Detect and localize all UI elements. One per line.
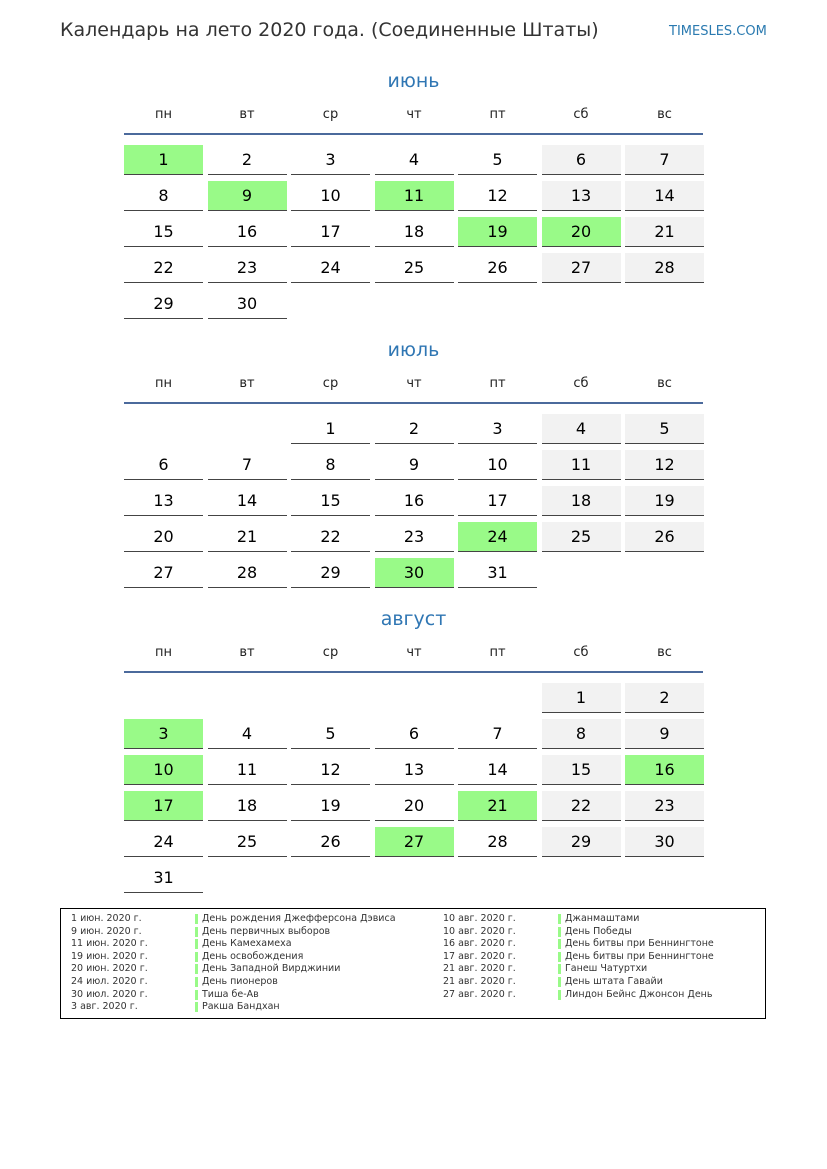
legend-holiday-name: [558, 963, 647, 974]
legend-holiday-text: День рождения Джефферсона Дэвиса: [202, 913, 396, 924]
day-cell: 1: [542, 683, 621, 713]
day-cell: 3: [291, 145, 370, 175]
day-cell: 4: [542, 414, 621, 444]
holiday-day-cell: 24: [458, 522, 537, 552]
weekday-label: пт: [489, 107, 506, 122]
day-cell: 10: [291, 181, 370, 211]
day-cell: 3: [458, 414, 537, 444]
legend-date: 9 июн. 2020 г.: [71, 925, 142, 937]
day-cell: 8: [124, 181, 203, 211]
legend-holiday-text: День пионеров: [202, 976, 278, 987]
day-cell: 31: [124, 863, 203, 893]
holiday-day-cell: 1: [124, 145, 203, 175]
day-cell: 13: [542, 181, 621, 211]
weekday-label: вс: [657, 645, 672, 660]
weekday-label: чт: [406, 107, 422, 122]
legend-date: 24 июл. 2020 г.: [71, 976, 148, 987]
day-cell: 5: [458, 145, 537, 175]
day-cell: 28: [208, 558, 287, 588]
legend-holiday-name: [558, 976, 663, 987]
day-cell: 9: [375, 450, 454, 480]
day-cell: 14: [208, 486, 287, 516]
day-cell: 6: [542, 145, 621, 175]
legend-date: 19 июн. 2020 г.: [71, 950, 148, 962]
weekday-label: чт: [406, 645, 422, 660]
day-cell: 22: [291, 522, 370, 552]
holiday-marker: [195, 952, 198, 962]
legend-date: 11 июн. 2020 г.: [71, 938, 148, 950]
weekday-label: ср: [322, 107, 339, 122]
month-title: август: [380, 608, 447, 630]
weekday-label: пн: [155, 376, 172, 391]
holiday-day-cell: 3: [124, 719, 203, 749]
weekday-label: вс: [657, 376, 672, 391]
month-divider: [124, 671, 703, 673]
day-cell: 23: [375, 522, 454, 552]
month-divider: [124, 402, 703, 404]
day-cell: 11: [208, 755, 287, 785]
holiday-day-cell: 16: [625, 755, 704, 785]
holiday-day-cell: 17: [124, 791, 203, 821]
legend-holiday-text: Джанмаштами: [565, 913, 640, 924]
day-cell: 28: [458, 827, 537, 857]
weekday-label: пн: [155, 645, 172, 660]
day-cell: 30: [625, 827, 704, 857]
month-title: июль: [387, 339, 440, 361]
legend-holiday-text: Ракша Бандхан: [202, 1001, 280, 1013]
day-cell: 27: [542, 253, 621, 283]
weekday-label: сб: [573, 645, 589, 660]
weekday-label: вс: [657, 107, 672, 122]
holiday-marker: [558, 914, 561, 924]
legend-holiday-name: [558, 951, 714, 962]
weekday-label: сб: [573, 107, 589, 122]
day-cell: 14: [458, 755, 537, 785]
weekday-label: ср: [322, 376, 339, 391]
legend-holiday-name: [195, 1001, 280, 1012]
day-cell: 23: [625, 791, 704, 821]
day-cell: 24: [291, 253, 370, 283]
legend-holiday-text: День битвы при Беннингтоне: [565, 950, 714, 962]
day-cell: 27: [124, 558, 203, 588]
holiday-legend: [60, 908, 766, 1019]
day-cell: 13: [375, 755, 454, 785]
day-cell: 15: [291, 486, 370, 516]
day-cell: 19: [291, 791, 370, 821]
day-cell: 28: [625, 253, 704, 283]
day-cell: 15: [542, 755, 621, 785]
holiday-marker: [558, 927, 561, 937]
holiday-marker: [195, 927, 198, 937]
day-cell: 29: [542, 827, 621, 857]
weekday-label: пт: [489, 376, 506, 391]
day-cell: 2: [375, 414, 454, 444]
weekday-label: вт: [239, 376, 255, 391]
day-cell: 16: [375, 486, 454, 516]
day-cell: 31: [458, 558, 537, 588]
legend-holiday-name: [195, 989, 259, 1000]
day-cell: 4: [375, 145, 454, 175]
holiday-marker: [195, 914, 198, 924]
weekday-label: вт: [239, 107, 255, 122]
month-1: [124, 70, 703, 330]
day-cell: 7: [208, 450, 287, 480]
holiday-marker: [195, 1002, 198, 1012]
day-cell: 26: [291, 827, 370, 857]
legend-holiday-text: День Победы: [565, 925, 632, 937]
day-cell: 20: [375, 791, 454, 821]
day-cell: 18: [542, 486, 621, 516]
legend-holiday-name: [558, 913, 639, 924]
holiday-day-cell: 10: [124, 755, 203, 785]
site-link[interactable]: TIMESLES.COM: [669, 24, 767, 39]
weekday-label: пт: [489, 645, 506, 660]
day-cell: 22: [124, 253, 203, 283]
day-cell: 12: [458, 181, 537, 211]
day-cell: 8: [542, 719, 621, 749]
month-divider: [124, 133, 703, 135]
holiday-day-cell: 21: [458, 791, 537, 821]
legend-date: 17 авг. 2020 г.: [443, 950, 516, 962]
day-cell: 26: [625, 522, 704, 552]
holiday-marker: [195, 939, 198, 949]
day-cell: 17: [458, 486, 537, 516]
page-title: Календарь на лето 2020 года. (Соединенные Штаты): [60, 19, 599, 41]
legend-date: 21 авг. 2020 г.: [443, 976, 516, 987]
legend-date: 10 авг. 2020 г.: [443, 925, 516, 937]
legend-holiday-text: День Западной Вирджинии: [202, 963, 341, 975]
legend-holiday-text: Тиша бе-Ав: [202, 988, 259, 1000]
legend-date: 21 авг. 2020 г.: [443, 963, 516, 975]
holiday-marker: [195, 990, 198, 1000]
month-2: [124, 339, 703, 599]
day-cell: 25: [542, 522, 621, 552]
day-cell: 25: [375, 253, 454, 283]
day-cell: 9: [625, 719, 704, 749]
holiday-marker: [558, 977, 561, 987]
weekday-label: сб: [573, 376, 589, 391]
holiday-day-cell: 9: [208, 181, 287, 211]
legend-holiday-text: День первичных выборов: [202, 925, 331, 937]
day-cell: 22: [542, 791, 621, 821]
day-cell: 12: [625, 450, 704, 480]
day-cell: 7: [458, 719, 537, 749]
holiday-day-cell: 20: [542, 217, 621, 247]
day-cell: 29: [124, 289, 203, 319]
day-cell: 10: [458, 450, 537, 480]
legend-date: 20 июн. 2020 г.: [71, 963, 148, 975]
day-cell: 30: [208, 289, 287, 319]
legend-holiday-text: День штата Гавайи: [565, 976, 663, 987]
holiday-day-cell: 27: [375, 827, 454, 857]
day-cell: 7: [625, 145, 704, 175]
legend-date: 30 июл. 2020 г.: [71, 988, 148, 1000]
day-cell: 6: [375, 719, 454, 749]
legend-holiday-name: [195, 926, 330, 937]
holiday-marker: [195, 964, 198, 974]
legend-date: 10 авг. 2020 г.: [443, 913, 516, 924]
day-cell: 25: [208, 827, 287, 857]
legend-holiday-name: [558, 989, 712, 1000]
holiday-marker: [558, 939, 561, 949]
day-cell: 8: [291, 450, 370, 480]
legend-holiday-name: [195, 963, 340, 974]
day-cell: 16: [208, 217, 287, 247]
legend-holiday-text: День битвы при Беннингтоне: [565, 938, 714, 950]
day-cell: 1: [291, 414, 370, 444]
day-cell: 5: [625, 414, 704, 444]
day-cell: 5: [291, 719, 370, 749]
day-cell: 21: [208, 522, 287, 552]
day-cell: 29: [291, 558, 370, 588]
day-cell: 20: [124, 522, 203, 552]
day-cell: 11: [542, 450, 621, 480]
day-cell: 14: [625, 181, 704, 211]
legend-holiday-text: Линдон Бейнс Джонсон День: [565, 988, 713, 1000]
day-cell: 21: [625, 217, 704, 247]
legend-holiday-name: [558, 926, 632, 937]
day-cell: 17: [291, 217, 370, 247]
weekday-label: вт: [239, 645, 255, 660]
day-cell: 12: [291, 755, 370, 785]
month-title: июнь: [387, 70, 440, 92]
day-cell: 18: [375, 217, 454, 247]
weekday-label: ср: [322, 645, 339, 660]
day-cell: 26: [458, 253, 537, 283]
day-cell: 6: [124, 450, 203, 480]
day-cell: 4: [208, 719, 287, 749]
day-cell: 13: [124, 486, 203, 516]
month-3: [124, 608, 703, 887]
legend-holiday-text: Ганеш Чатуртхи: [565, 963, 648, 975]
day-cell: 18: [208, 791, 287, 821]
day-cell: 2: [208, 145, 287, 175]
legend-holiday-name: [195, 951, 303, 962]
holiday-marker: [558, 964, 561, 974]
holiday-marker: [195, 977, 198, 987]
holiday-marker: [558, 990, 561, 1000]
legend-holiday-name: [195, 976, 278, 987]
legend-holiday-text: День Камехамеха: [202, 938, 292, 950]
legend-date: 1 июн. 2020 г.: [71, 913, 142, 924]
day-cell: 24: [124, 827, 203, 857]
holiday-day-cell: 30: [375, 558, 454, 588]
day-cell: 19: [625, 486, 704, 516]
holiday-day-cell: 11: [375, 181, 454, 211]
legend-holiday-name: [195, 938, 292, 949]
weekday-label: чт: [406, 376, 422, 391]
legend-holiday-name: [558, 938, 714, 949]
day-cell: 2: [625, 683, 704, 713]
day-cell: 23: [208, 253, 287, 283]
legend-date: 16 авг. 2020 г.: [443, 938, 516, 950]
legend-holiday-text: День освобождения: [202, 950, 304, 962]
legend-date: 3 авг. 2020 г.: [71, 1001, 138, 1013]
legend-holiday-name: [195, 913, 396, 924]
weekday-label: пн: [155, 107, 172, 122]
legend-date: 27 авг. 2020 г.: [443, 988, 516, 1000]
day-cell: 15: [124, 217, 203, 247]
holiday-marker: [558, 952, 561, 962]
holiday-day-cell: 19: [458, 217, 537, 247]
